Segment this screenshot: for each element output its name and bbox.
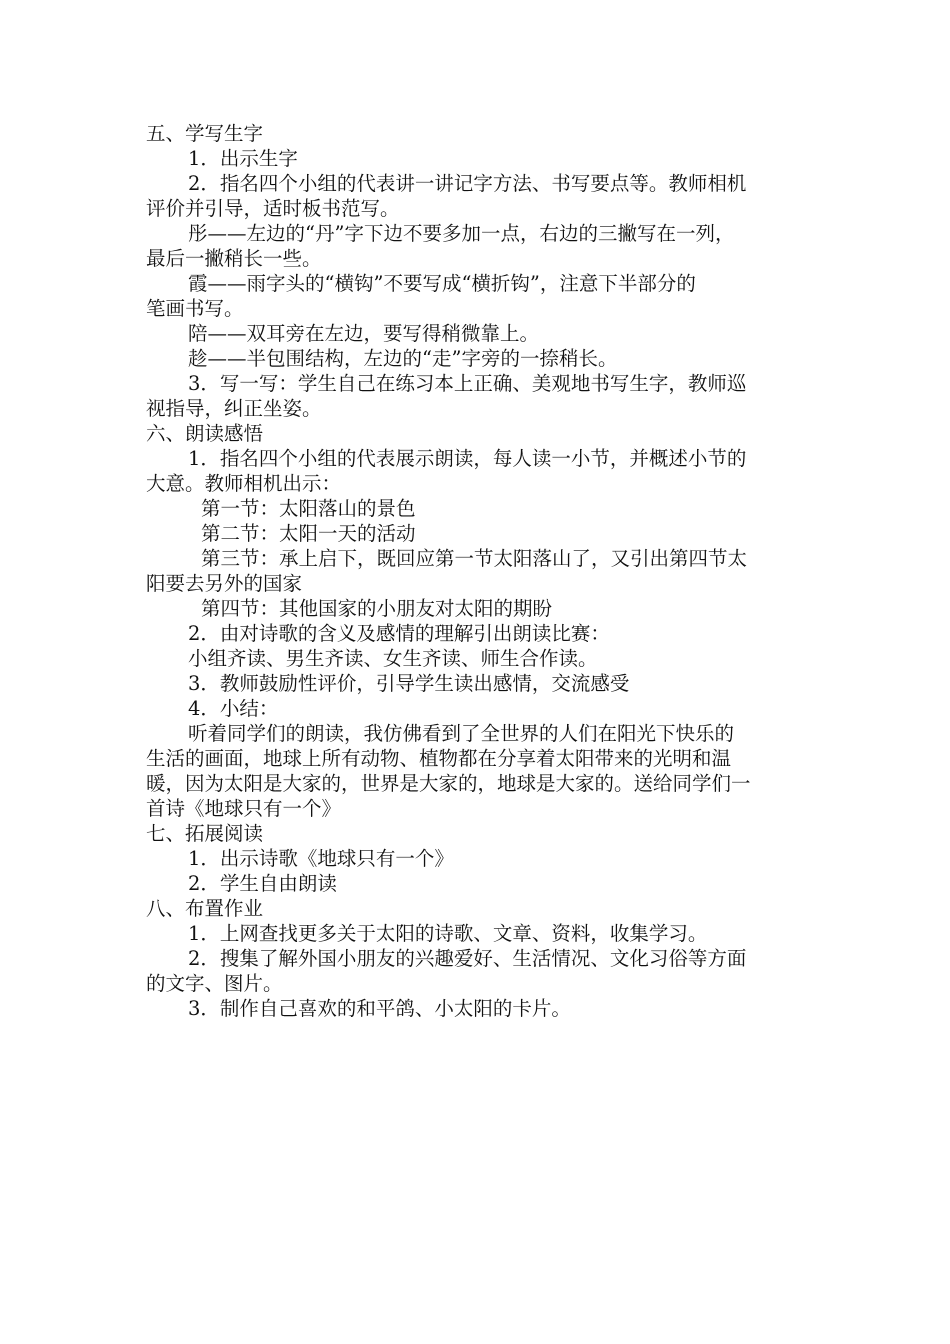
list-item-continuation: 的文字、图片。	[146, 972, 283, 995]
list-item-continuation: 大意。教师相机出示：	[146, 472, 342, 495]
list-item: 3．写一写：学生自己在练习本上正确、美观地书写生字，教师巡	[188, 372, 747, 395]
list-item-continuation: 评价并引导，适时板书范写。	[146, 197, 400, 220]
list-item: 1．出示诗歌《地球只有一个》	[188, 847, 454, 870]
list-item-continuation: 视指导，纠正坐姿。	[146, 397, 322, 420]
character-note: 霞——雨字头的“横钩”不要写成“横折钩”，注意下半部分的	[188, 272, 696, 295]
character-note: 趁——半包围结构，左边的“走”字旁的一捺稍长。	[188, 347, 618, 370]
stanza-summary-continuation: 阳要去另外的国家	[146, 572, 303, 595]
character-note: 陪——双耳旁在左边，要写得稍微靠上。	[188, 322, 540, 345]
character-note: 彤——左边的“丹”字下边不要多加一点，右边的三撇写在一列，	[188, 222, 735, 245]
summary-paragraph-continuation: 生活的画面，地球上所有动物、植物都在分享着太阳带来的光明和温	[146, 747, 732, 770]
summary-paragraph: 听着同学们的朗读，我仿佛看到了全世界的人们在阳光下快乐的	[188, 722, 735, 745]
stanza-summary: 第二节：太阳一天的活动	[201, 522, 416, 545]
stanza-summary: 第三节：承上启下，既回应第一节太阳落山了，又引出第四节太	[201, 547, 748, 570]
list-item: 3．教师鼓励性评价，引导学生读出感情，交流感受	[188, 672, 630, 695]
stanza-summary: 第四节：其他国家的小朋友对太阳的期盼	[201, 597, 553, 620]
list-item: 1．出示生字	[188, 147, 298, 170]
character-note-continuation: 最后一撇稍长一些。	[146, 247, 322, 270]
section-heading-6: 六、朗读感悟	[146, 422, 264, 445]
section-heading-8: 八、布置作业	[146, 897, 264, 920]
list-item: 1．指名四个小组的代表展示朗读，每人读一小节，并概述小节的	[188, 447, 747, 470]
list-item: 2．由对诗歌的含义及感情的理解引出朗读比赛：	[188, 622, 610, 645]
document-page	[146, 121, 814, 1021]
list-item: 2．搜集了解外国小朋友的兴趣爱好、生活情况、文化习俗等方面	[188, 947, 747, 970]
section-heading-5: 五、学写生字	[146, 122, 264, 145]
list-item: 2．学生自由朗读	[188, 872, 337, 895]
list-item: 1．上网查找更多关于太阳的诗歌、文章、资料，收集学习。	[188, 922, 708, 945]
summary-paragraph-continuation: 首诗《地球只有一个》	[146, 797, 342, 820]
summary-paragraph-continuation: 暖，因为太阳是大家的，世界是大家的，地球是大家的。送给同学们一	[146, 772, 751, 795]
list-item: 2．指名四个小组的代表讲一讲记字方法、书写要点等。教师相机	[188, 172, 747, 195]
list-item: 3．制作自己喜欢的和平鸽、小太阳的卡片。	[188, 997, 571, 1020]
section-heading-7: 七、拓展阅读	[146, 822, 264, 845]
list-item: 4．小结：	[188, 697, 279, 720]
character-note-continuation: 笔画书写。	[146, 297, 244, 320]
stanza-summary: 第一节：太阳落山的景色	[201, 497, 416, 520]
list-item-detail: 小组齐读、男生齐读、女生齐读、师生合作读。	[188, 647, 598, 670]
